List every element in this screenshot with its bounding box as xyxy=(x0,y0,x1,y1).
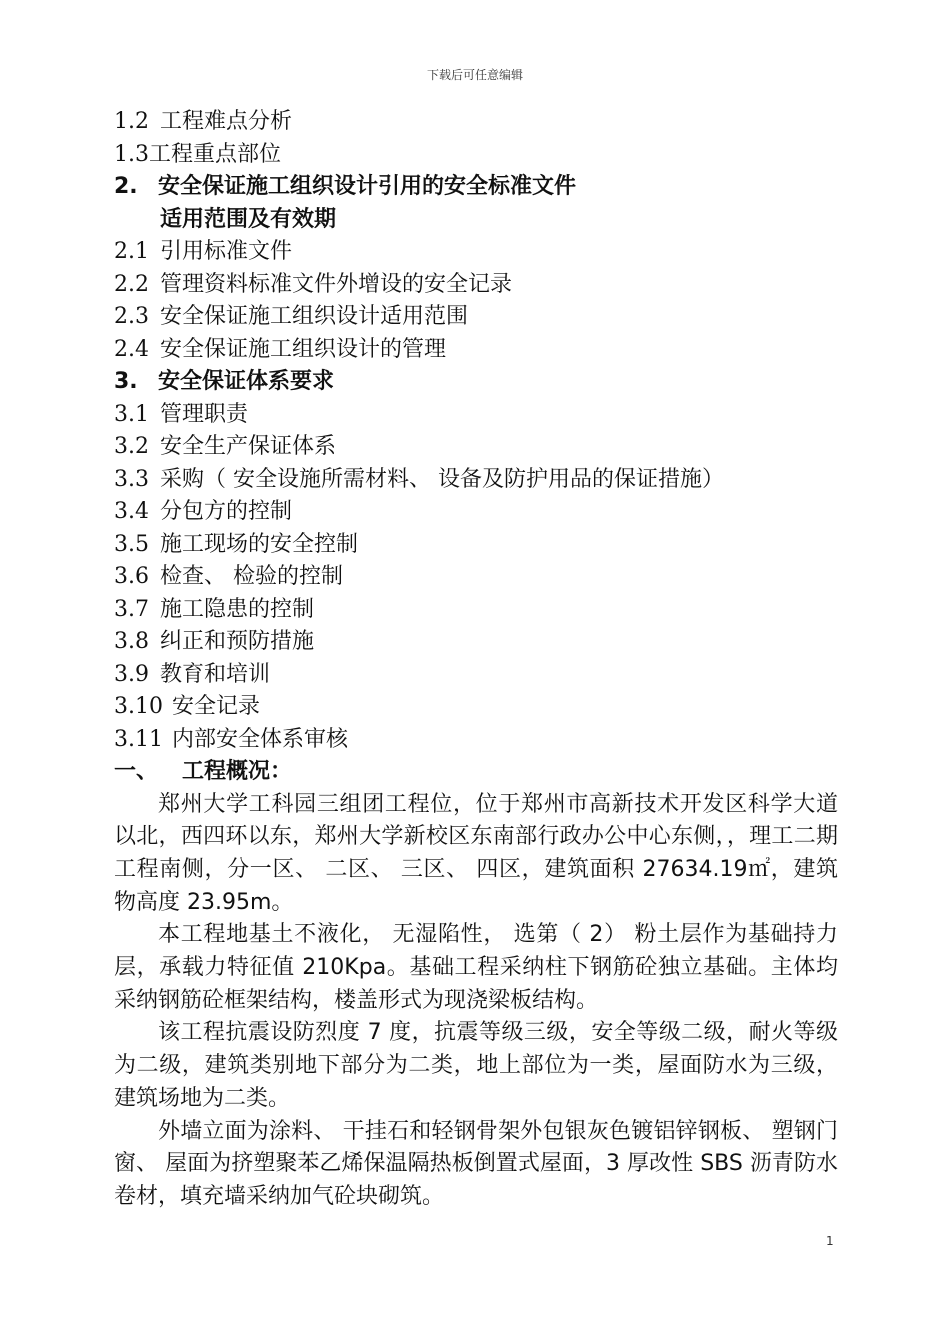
toc-text: 教育和培训 xyxy=(160,661,271,687)
toc-line xyxy=(114,431,838,464)
toc-line xyxy=(114,594,838,627)
body-paragraph: 郑州大学工科园三组团工程位，位于郑州市高新技术开发区科学大道以北，西四环以东，郑州大学新校区东南部行政办公中心东侧，，理工二期工程南侧，分一区、 二区、 三区、 四区，建筑面积 27634.19㎡，建筑物高度 23.95m。 xyxy=(114,791,838,915)
section-number: 一、 xyxy=(114,759,159,784)
toc-line xyxy=(114,106,838,139)
toc-number: 3.4 xyxy=(114,499,149,524)
toc-text: 工程难点分析 xyxy=(160,109,293,134)
toc-text: 安全保证施工组织设计适用范围 xyxy=(160,304,469,329)
toc-text: 管理资料标准文件外增设的安全记录 xyxy=(160,271,513,297)
toc-line xyxy=(114,301,838,334)
toc-number: 2. xyxy=(114,174,138,199)
toc-text: 安全记录 xyxy=(172,694,261,719)
document-body xyxy=(114,106,838,1214)
toc-line xyxy=(114,724,838,757)
toc-number: 1.2 xyxy=(114,109,149,134)
toc-text: 管理职责 xyxy=(160,401,249,427)
toc-text: 安全保证体系要求 xyxy=(158,369,335,394)
toc-text: 分包方的控制 xyxy=(160,499,293,524)
toc-number: 2.4 xyxy=(114,336,149,362)
toc-heading xyxy=(114,366,838,399)
toc-number: 3.5 xyxy=(114,531,149,557)
toc-number: 3.1 xyxy=(114,401,149,427)
toc-number: 1.3 xyxy=(114,141,149,167)
toc-line xyxy=(114,399,838,432)
toc-text: 安全保证施工组织设计的管理 xyxy=(160,336,447,362)
toc-line xyxy=(114,464,838,497)
toc-line xyxy=(114,529,838,562)
toc-number: 2.3 xyxy=(114,304,149,329)
toc-line xyxy=(114,691,838,724)
toc-number: 3.9 xyxy=(114,661,149,687)
toc-line xyxy=(114,561,838,594)
toc-text: 施工隐患的控制 xyxy=(160,596,315,622)
toc-text: 安全生产保证体系 xyxy=(160,434,337,459)
body-paragraph: 该工程抗震设防烈度 7 度，抗震等级三级，安全等级二级，耐火等级为二级，建筑类别地下部分为二类，地上部位为一类，屋面防水为三级，建筑场地为二类。 xyxy=(114,1020,838,1111)
toc-number: 2.1 xyxy=(114,239,149,264)
toc-text: 内部安全体系审核 xyxy=(172,726,349,752)
toc-line xyxy=(114,496,838,529)
toc-text: 检查、 检验的控制 xyxy=(160,564,343,589)
page-number: 1 xyxy=(826,1234,834,1248)
toc-number: 3. xyxy=(114,369,138,394)
toc-text: 安全保证施工组织设计引用的安全标准文件 xyxy=(158,174,577,199)
toc-line xyxy=(114,626,838,659)
toc-number: 3.3 xyxy=(114,466,149,492)
section-heading xyxy=(114,756,838,789)
toc-number: 3.10 xyxy=(114,694,163,719)
toc-number: 3.2 xyxy=(114,434,149,459)
toc-number: 2.2 xyxy=(114,271,149,297)
toc-text: 引用标准文件 xyxy=(160,239,293,264)
toc-number: 3.8 xyxy=(114,629,149,654)
section-title: 工程概况： xyxy=(182,759,293,784)
toc-line xyxy=(114,334,838,367)
body-paragraph: 外墙立面为涂料、 干挂石和轻钢骨架外包银灰色镀铝锌钢板、 塑钢门窗、 屋面为挤塑聚苯乙烯保温隔热板倒置式屋面，3 厚改性 SBS 沥青防水卷材，填充墙采纳加气砼块砌筑。 xyxy=(114,1118,838,1209)
page-header: 下载后可任意编辑 xyxy=(426,68,523,82)
toc-text: 工程重点部位 xyxy=(149,141,282,167)
toc-number: 3.7 xyxy=(114,596,149,622)
toc-text: 施工现场的安全控制 xyxy=(160,531,359,557)
toc-line xyxy=(114,659,838,692)
toc-heading-continuation: 适用范围及有效期 xyxy=(160,206,337,232)
toc-text: 纠正和预防措施 xyxy=(160,629,315,654)
toc-heading xyxy=(114,171,838,204)
toc-line xyxy=(114,269,838,302)
toc-text: 采购（ 安全设施所需材料、 设备及防护用品的保证措施） xyxy=(160,466,724,492)
toc-line xyxy=(114,139,838,172)
body-paragraph: 本工程地基土不液化， 无湿陷性， 选第（ 2） 粉土层作为基础持力层，承载力特征值 210Kpa。基础工程采纳柱下钢筋砼独立基础。主体均采纳钢筋砼框架结构，楼盖形式为现浇梁板结构。 xyxy=(114,922,838,1013)
toc-number: 3.6 xyxy=(114,564,149,589)
toc-number: 3.11 xyxy=(114,726,163,752)
toc-line xyxy=(114,236,838,269)
